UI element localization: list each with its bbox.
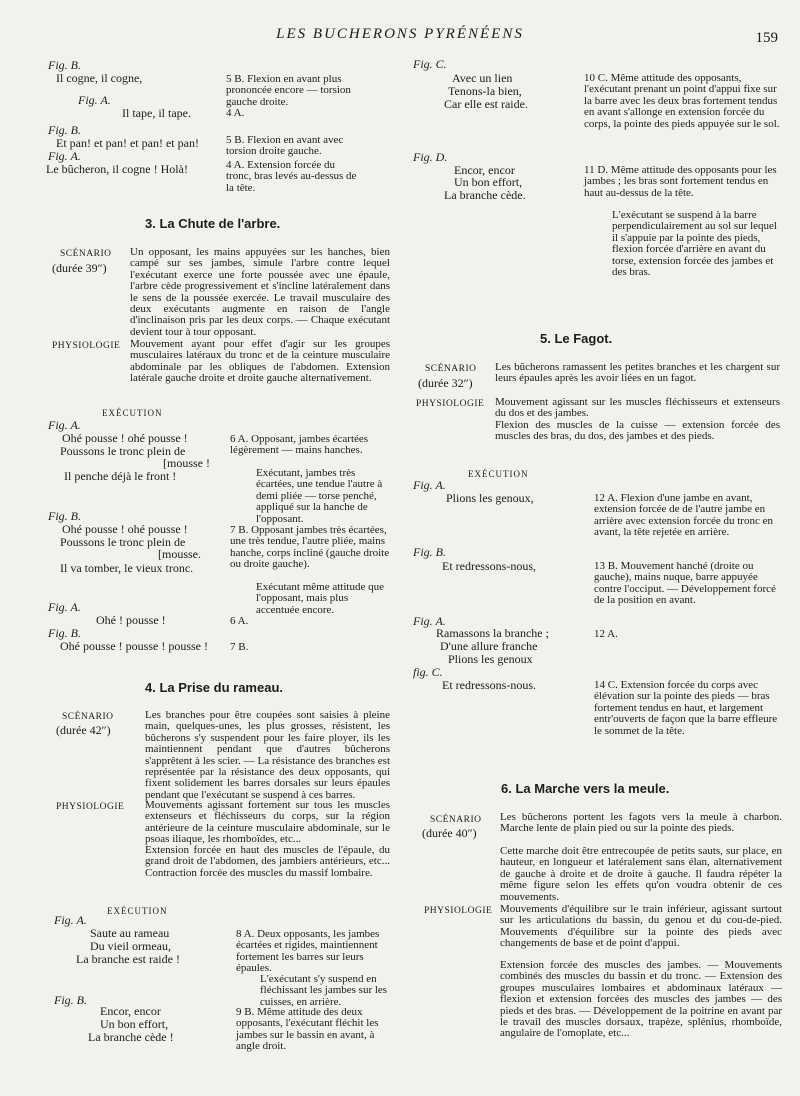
fig-label: Fig. B.: [413, 545, 446, 559]
verse-line: Avec un lien: [452, 71, 513, 85]
movement-note: 14 C. Extension forcée du corps avec élévation sur la pointe des pieds — bras fortement tendus en haut, et largement entr'ouverts de façon que la barre effleure le sommet de la tête.: [594, 679, 778, 737]
verse-line: Car elle est raide.: [444, 97, 528, 111]
movement-note: L'exécutant se suspend à la barre perpendiculairement au sol sur lequel il s'appuie par la pointe des pieds, flexion forcée d'arrière en avant du torse, extension forcée des jambes et des bras.: [612, 209, 777, 279]
fig-label: Fig. A.: [48, 149, 81, 163]
scenario-label: SCÉNARIO: [430, 815, 482, 825]
duration: (durée 32″): [418, 376, 473, 390]
movement-note: 5 B. Flexion en avant avec torsion droite gauche.: [226, 134, 344, 158]
verse-line: La branche cède !: [88, 1030, 174, 1044]
movement-note: 8 A. Deux opposants, les jambes écartées et rigides, maintiennent fortement les barres sur leurs épaules.: [236, 928, 380, 975]
verse-line: Tenons-la bien,: [448, 84, 522, 98]
verse-line: Ohé pousse ! ohé pousse !: [62, 522, 188, 536]
fig-label: Fig. B.: [48, 626, 81, 640]
section-title: 4. La Prise du rameau.: [145, 680, 284, 695]
fig-label: Fig. B.: [54, 993, 87, 1007]
movement-note: Exécutant, jambes très écartées, une tendue l'autre à demi pliée — torse penché, appliqué sur la hanche de l'opposant.: [256, 467, 383, 525]
execution-label: EXÉCUTION: [107, 906, 168, 916]
verse-line: Plions les genoux: [448, 652, 533, 666]
verse-line: Saute au rameau: [90, 926, 170, 940]
verse-line: Il cogne, il cogne,: [56, 71, 143, 85]
execution-label: EXÉCUTION: [102, 408, 163, 418]
movement-note: 11 D. Même attitude des opposants pour les jambes ; les bras sont fortement tendus en haut au-dessus de la tête.: [584, 164, 777, 199]
verse-line: Poussons le tronc plein de: [60, 444, 186, 458]
section-title: 3. La Chute de l'arbre.: [145, 216, 281, 231]
physiologie-text: Extension forcée des muscles des jambes. — Mouvements combinés des muscles du bassin et du tronc. — Extension des groupes musculaires lombaires et abdominaux latéraux — flexion et extension forcées des muscles des jambes — des pieds et des bras. — Développement de la poitrine en avant par le travail des muscles dorsaux, trapèze, splénius, rhomboïde, angulaire de l'omoplate, etc...: [500, 959, 782, 1040]
verse-line: Encor, encor: [454, 163, 515, 177]
movement-note: 10 C. Même attitude des opposants, l'exécutant prenant un point d'appui fixe sur la barre avec les deux bras fortement tendus en avant s'allonge en extension forcée du corps, la pointe des pieds appuyée sur le sol.: [584, 72, 780, 130]
physiologie-text: Mouvements d'équilibre sur le train inférieur, agissant surtout sur les articulations du bassin, du genou et du cou-de-pied. Mouvements d'équilibre sur la pointe des pieds avec changements de base et de point d'appui.: [500, 903, 782, 950]
fig-label: fig. C.: [413, 665, 443, 679]
movement-note: 5 B. Flexion en avant plus prononcée encore — torsion gauche droite.: [226, 73, 351, 108]
verse-line: La branche cède.: [444, 188, 526, 202]
scenario-label: SCÉNARIO: [60, 249, 112, 259]
movement-note: 12 A. Flexion d'une jambe en avant, extension forcée de de l'autre jambe en arrière avec extension forcée du tronc en avant, la tête rejetée en arrière.: [594, 492, 773, 539]
scenario-text: Les bûcherons ramassent les petites branches et les chargent sur leurs épaules après les avoir liées en un fagot.: [495, 361, 780, 385]
movement-note: 7 B. Opposant jambes très écartées, une très tendue, l'autre pliée, mains hanche, corps incliné (gauche droite ou droite gauche).: [230, 524, 390, 571]
verse-line: Du vieil ormeau,: [90, 939, 171, 953]
physiologie-text: Extension forcée en haut des muscles de l'épaule, du grand droit de l'abdomen, des jambiers antérieurs, etc... Contraction forcée des muscles du massif lombaire.: [145, 844, 390, 879]
scenario-label: SCÉNARIO: [62, 712, 114, 722]
page-number: 159: [755, 30, 778, 46]
fig-label: Fig. B.: [48, 509, 81, 523]
physiologie-text: Mouvement ayant pour effet d'agir sur les groupes musculaires latéraux du tronc et de la ceinture musculaire abdominale par les obliques de l'abdomen. Extension latérale gauche droite et droite gauche alternativement.: [130, 338, 390, 385]
verse-line: [mousse !: [163, 456, 210, 470]
fig-label: Fig. A.: [48, 600, 81, 614]
verse-line: Un bon effort,: [100, 1017, 169, 1031]
physiologie-text: Flexion des muscles de la cuisse — extension forcée des muscles des bras, du dos, des jambes et des pieds.: [495, 419, 780, 443]
duration: (durée 39″): [52, 261, 107, 275]
verse-line: Ohé ! pousse !: [96, 613, 166, 627]
fig-label: Fig. A.: [78, 93, 111, 107]
verse-line: Et redressons-nous.: [442, 678, 536, 692]
physiologie-text: Mouvements agissant fortement sur tous les muscles extenseurs et fléchisseurs du corps, sur la région antérieure de la ceinture musculaire abdominale, sur le psoas iliaque, les rhomboïdes, etc...: [145, 799, 390, 846]
section-title: 6. La Marche vers la meule.: [501, 781, 670, 796]
verse-line: Et redressons-nous,: [442, 559, 536, 573]
fig-label: Fig. C.: [413, 57, 447, 71]
verse-line: Ohé pousse ! ohé pousse !: [62, 431, 188, 445]
scenario-label: SCÉNARIO: [425, 364, 477, 374]
movement-note: 4 A. Extension forcée du tronc, bras levés au-dessus de la tête.: [226, 159, 357, 194]
physiologie-text: Mouvement agissant sur les muscles fléchisseurs et extenseurs du dos et des jambes.: [495, 396, 780, 420]
movement-note: 9 B. Même attitude des deux opposants, l'exécutant fléchit les jambes sur le bassin en avant, à angle droit.: [236, 1006, 379, 1053]
execution-label: EXÉCUTION: [468, 469, 529, 479]
verse-line: Il va tomber, le vieux tronc.: [60, 561, 194, 575]
verse-line: Il penche déjà le front !: [64, 469, 177, 483]
movement-note: 4 A.: [226, 107, 245, 119]
duration: (durée 40″): [422, 826, 477, 840]
movement-note: 13 B. Mouvement hanché (droite ou gauche), mains nuque, barre appuyée contre l'occiput. — Développement forcé de la position en avant.: [594, 560, 776, 607]
scenario-text: Un opposant, les mains appuyées sur les hanches, bien campé sur ses jambes, simule l'arbre contre lequel l'exécutant exerce une forte poussée avec une épaule, l'arbre cède progressivement et s'incline latéralement dans le sens de la poussée exercée. Le travail musculaire des deux exécutants augmente en raison de l'angle d'inclinaison pris par les deux corps. — Chaque exécutant devient tour à tour opposant.: [130, 246, 390, 338]
movement-note: 6 A.: [230, 615, 249, 627]
verse-line: Il tape, il tape.: [122, 106, 191, 120]
movement-note: 7 B.: [230, 641, 249, 653]
verse-line: Et pan! et pan! et pan! et pan!: [56, 136, 199, 150]
verse-line: [mousse.: [158, 547, 201, 561]
verse-line: Ramassons la branche ;: [436, 626, 549, 640]
fig-label: Fig. B.: [48, 58, 81, 72]
section-title: 5. Le Fagot.: [540, 331, 613, 346]
fig-label: Fig. A.: [413, 614, 446, 628]
fig-label: Fig. A.: [54, 913, 87, 927]
verse-line: Le bûcheron, il cogne ! Holà!: [46, 162, 188, 176]
verse-line: D'une allure franche: [440, 639, 538, 653]
running-title: LES BUCHERONS PYRÉNÉENS: [276, 26, 524, 42]
verse-line: La branche est raide !: [76, 952, 180, 966]
verse-line: Plions les genoux,: [446, 491, 534, 505]
movement-note: Exécutant même attitude que l'opposant, mais plus accentuée encore.: [256, 581, 384, 616]
scenario-text: Les branches pour être coupées sont saisies à pleine main, quelques-unes, les plus grosses, résistent, les bûcherons s'y suspendent pour les faire ployer, ils les maintiennent pendant que d'autres bûcherons s'apprêtent à les scier. — La résistance des branches est représentée par la résistance des deux opposants, qui fixent solidement les barres dorsales sur leurs épaules pendant que l'exécutant se suspend à ces barres.: [145, 709, 390, 801]
duration: (durée 42″): [56, 723, 111, 737]
movement-note: 12 A.: [594, 628, 618, 640]
movement-note: 6 A. Opposant, jambes écartées légèrement — mains hanches.: [230, 433, 369, 457]
fig-label: Fig. A.: [48, 418, 81, 432]
scenario-text: Cette marche doit être entrecoupée de petits sauts, sur place, en hauteur, en longueur et latéralement sans élan, alternativement de gauche à droite et de droite à gauche. Il faudra répéter la même figure selon les effets qu'on voudra obtenir de ces mouvements.: [500, 845, 782, 903]
movement-note: L'exécutant s'y suspend en fléchissant les jambes sur les cuisses, en arrière.: [260, 973, 388, 1008]
physiologie-label: PHYSIOLOGIE: [416, 399, 485, 409]
fig-label: Fig. B.: [48, 123, 81, 137]
verse-line: Encor, encor: [100, 1004, 161, 1018]
fig-label: Fig. D.: [413, 150, 448, 164]
verse-line: Un bon effort,: [454, 175, 523, 189]
fig-label: Fig. A.: [413, 478, 446, 492]
physiologie-label: PHYSIOLOGIE: [56, 802, 125, 812]
verse-line: Poussons le tronc plein de: [60, 535, 186, 549]
physiologie-label: PHYSIOLOGIE: [52, 341, 121, 351]
scenario-text: Les bûcherons portent les fagots vers la meule à charbon. Marche lente de plain pied ou sur la pointe des pieds.: [500, 811, 782, 835]
verse-line: Ohé pousse ! pousse ! pousse !: [60, 639, 208, 653]
physiologie-label: PHYSIOLOGIE: [424, 906, 493, 916]
